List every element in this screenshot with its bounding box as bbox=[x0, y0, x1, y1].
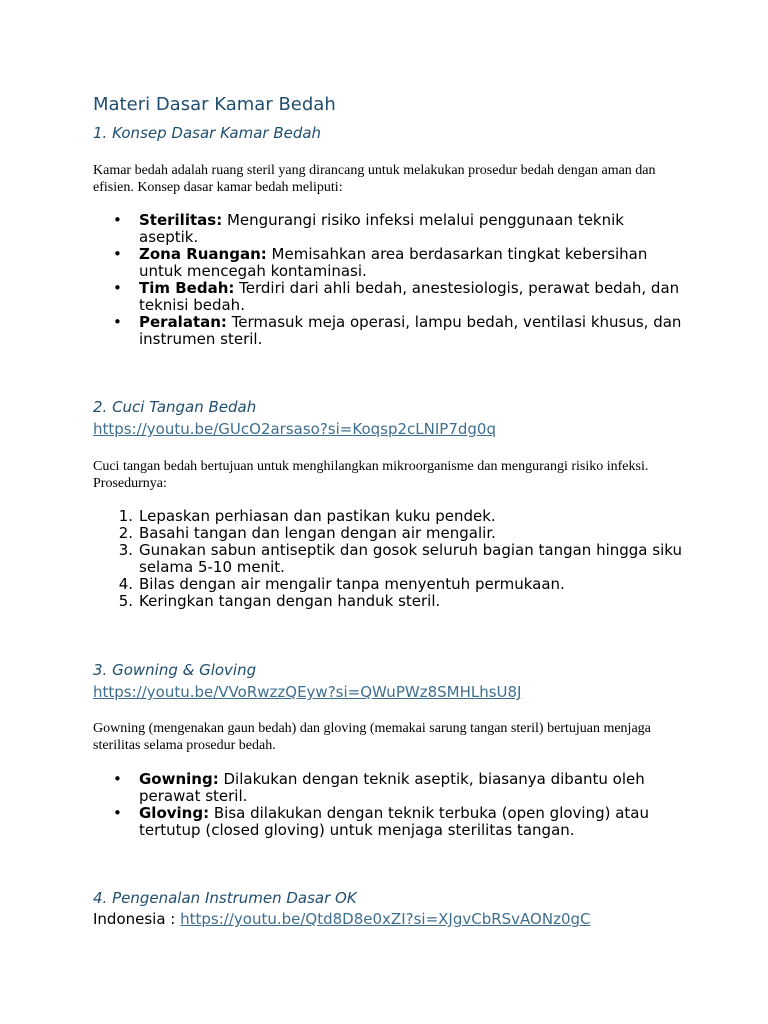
list-item bbox=[93, 593, 683, 610]
item-text: Gunakan sabun antiseptik dan gosok seluruh bagian tangan hingga siku selama 5-10 menit. bbox=[139, 541, 682, 576]
item-number: 4. bbox=[118, 575, 133, 593]
list-item bbox=[93, 314, 683, 348]
list-item bbox=[93, 525, 683, 542]
item-text: Bisa dilakukan dengan teknik terbuka (open gloving) atau tertutup (closed gloving) untuk menjaga sterilitas tangan. bbox=[139, 804, 650, 839]
list-item bbox=[93, 508, 683, 525]
list-item bbox=[93, 246, 683, 280]
section-4-video-link[interactable]: https://youtu.be/Qtd8D8e0xZI?si=XJgvCbRSvAONz0gC bbox=[180, 910, 591, 928]
item-text: Dilakukan dengan teknik aseptik, biasanya dibantu oleh perawat steril. bbox=[139, 770, 645, 805]
item-text: Terdiri dari ahli bedah, anestesiologis, perawat bedah, dan teknisi bedah. bbox=[139, 279, 680, 314]
bullet-icon: • bbox=[113, 245, 122, 263]
item-text: Mengurangi risiko infeksi melalui penggunaan teknik aseptik. bbox=[139, 211, 624, 246]
bullet-icon: • bbox=[113, 211, 122, 229]
section-4-link-line bbox=[93, 910, 591, 928]
list-item bbox=[93, 542, 683, 576]
section-2-numbered-list bbox=[93, 508, 683, 610]
item-text: Memisahkan area berdasarkan tingkat kebersihan untuk mencegah kontaminasi. bbox=[139, 245, 648, 280]
section-1-heading: 1. Konsep Dasar Kamar Bedah bbox=[93, 124, 322, 142]
item-number: 1. bbox=[118, 507, 133, 525]
item-term: Zona Ruangan: bbox=[139, 245, 267, 263]
item-number: 5. bbox=[118, 592, 133, 610]
list-item bbox=[93, 212, 683, 246]
list-item bbox=[93, 805, 683, 839]
bullet-icon: • bbox=[113, 804, 122, 822]
language-label: Indonesia : bbox=[93, 910, 181, 928]
section-3-heading: 3. Gowning & Gloving bbox=[93, 661, 257, 679]
section-4-heading: 4. Pengenalan Instrumen Dasar OK bbox=[93, 889, 357, 907]
document-title: Materi Dasar Kamar Bedah bbox=[93, 94, 336, 115]
list-item bbox=[93, 280, 683, 314]
section-1-intro: Kamar bedah adalah ruang steril yang dirancang untuk melakukan prosedur bedah dengan aman dan efisien. Konsep dasar kamar bedah meliputi: bbox=[93, 163, 656, 195]
item-text: Keringkan tangan dengan handuk steril. bbox=[139, 592, 441, 610]
section-2-heading: 2. Cuci Tangan Bedah bbox=[93, 398, 257, 416]
item-text: Bilas dengan air mengalir tanpa menyentuh permukaan. bbox=[139, 575, 565, 593]
item-text: Termasuk meja operasi, lampu bedah, ventilasi khusus, dan instrumen steril. bbox=[139, 313, 682, 348]
item-term: Sterilitas: bbox=[139, 211, 223, 229]
section-2-video-link[interactable]: https://youtu.be/GUcO2arsaso?si=Koqsp2cLNIP7dg0q bbox=[93, 420, 496, 438]
item-text: Lepaskan perhiasan dan pastikan kuku pendek. bbox=[139, 507, 496, 525]
item-term: Gloving: bbox=[139, 804, 210, 822]
list-item bbox=[93, 576, 683, 593]
item-term: Tim Bedah: bbox=[139, 279, 235, 297]
section-3-bullet-list bbox=[93, 771, 683, 839]
item-number: 2. bbox=[118, 524, 133, 542]
item-term: Gowning: bbox=[139, 770, 219, 788]
bullet-icon: • bbox=[113, 279, 122, 297]
section-3-intro: Gowning (mengenakan gaun bedah) dan gloving (memakai sarung tangan steril) bertujuan menjaga sterilitas selama prosedur bedah. bbox=[93, 721, 651, 753]
bullet-icon: • bbox=[113, 770, 122, 788]
item-text: Basahi tangan dan lengan dengan air mengalir. bbox=[139, 524, 496, 542]
list-item bbox=[93, 771, 683, 805]
section-2-intro: Cuci tangan bedah bertujuan untuk menghilangkan mikroorganisme dan mengurangi risiko infeksi. Prosedurnya: bbox=[93, 459, 649, 491]
item-term: Peralatan: bbox=[139, 313, 227, 331]
bullet-icon: • bbox=[113, 313, 122, 331]
section-3-video-link[interactable]: https://youtu.be/VVoRwzzQEyw?si=QWuPWz8SMHLhsU8J bbox=[93, 683, 522, 701]
section-1-bullet-list bbox=[93, 212, 683, 348]
item-number: 3. bbox=[118, 541, 133, 559]
